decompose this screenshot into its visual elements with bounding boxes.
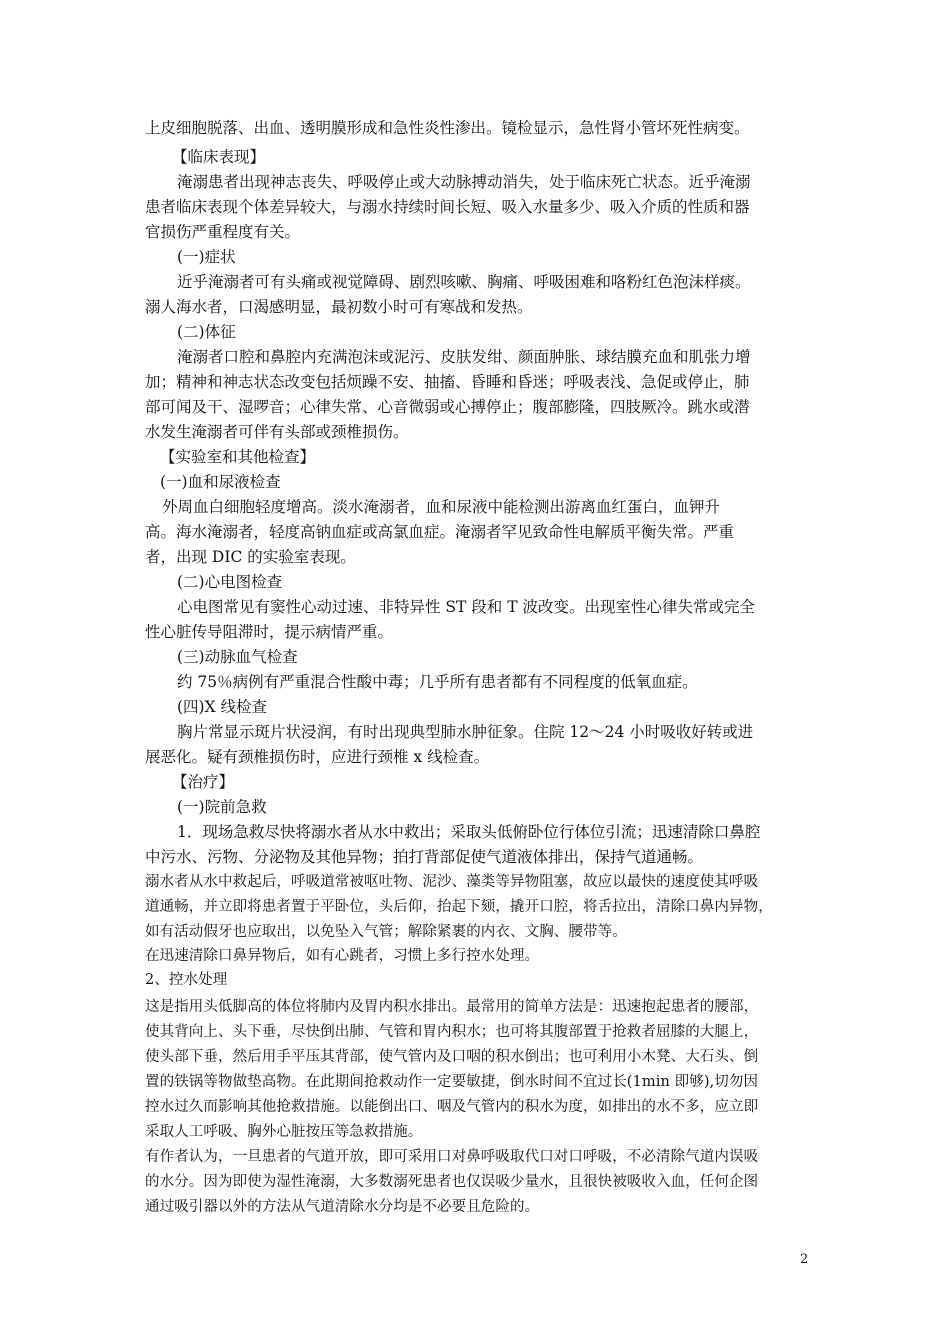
text-line: 使其背向上、头下垂，尽快倒出肺、气管和胃内积水；也可将其腹部置于抢救者屈膝的大腿上， <box>145 1024 759 1040</box>
text-line: 控水过久而影响其他抢救措施。以能倒出口、咽及气管内的积水为度，如排出的水不多，应立即 <box>145 1099 759 1115</box>
text-line: 水发生淹溺者可伴有头部或颈椎损伤。 <box>145 423 409 441</box>
page-number: 2 <box>800 1252 809 1267</box>
subsection-heading: (二)体征 <box>177 323 236 341</box>
section-heading: 【实验室和其他检查】 <box>160 448 316 466</box>
text-line: 心电图常见有窦性心动过速、非特异性 ST 段和 T 波改变。出现室性心律失常或完全 <box>177 598 756 616</box>
text-line: 约 75％病例有严重混合性酸中毒；几乎所有患者都有不同程度的低氧血症。 <box>177 673 698 691</box>
text-line: 使头部下垂，然后用手平压其背部，使气管内及口咽的积水倒出；也可利用小木凳、大石头、倒 <box>145 1049 759 1065</box>
text-line: 在迅速清除口鼻异物后，如有心跳者，习惯上多行控水处理。 <box>145 948 540 964</box>
text-line: 加；精神和神志状态改变包括烦躁不安、抽搐、昏睡和昏迷；呼吸表浅、急促或停止，肺 <box>145 373 750 391</box>
text-line: 如有活动假牙也应取出，以免坠入气管；解除紧裹的内衣、文胸、腰带等。 <box>145 924 627 940</box>
text-line: 淹溺患者出现神志丧失、呼吸停止或大动脉搏动消失，处于临床死亡状态。近乎淹溺 <box>177 173 751 191</box>
text-line: 淹溺者口腔和鼻腔内充满泡沫或泥污、皮肤发绀、颜面肿胀、球结膜充血和肌张力增 <box>177 348 751 366</box>
text-line: 者，出现 DIC 的实验室表现。 <box>145 548 356 566</box>
text-line: 性心脏传导阻滞时，提示病情严重。 <box>145 623 394 641</box>
text-line: 部可闻及干、湿啰音；心律失常、心音微弱或心搏停止；腹部膨隆，四肢厥冷。跳水或潜 <box>145 398 750 416</box>
text-line: 官损伤严重程度有关。 <box>145 223 301 241</box>
text-line: 中污水、污物、分泌物及其他异物；拍打背部促使气道液体排出，保持气道通畅。 <box>145 848 704 866</box>
subsection-heading: (三)动脉血气检查 <box>177 648 298 666</box>
text-line: 采取人工呼吸、胸外心脏按压等急救措施。 <box>145 1124 423 1140</box>
text-line: 道通畅，并立即将患者置于平卧位，头后仰，抬起下颏，撬开口腔，将舌拉出，清除口鼻内异物， <box>145 899 773 915</box>
text-line: 外周血白细胞轻度增高。淡水淹溺者，血和尿液中能检测出游离血红蛋白，血钾升 <box>162 498 721 516</box>
subsection-heading: (四)X 线检查 <box>177 698 268 716</box>
subsection-heading: 2、控水处理 <box>145 972 228 988</box>
text-line: 有作者认为，一旦患者的气道开放，即可采用口对鼻呼吸取代口对口呼吸，不必清除气道内误吸 <box>145 1149 759 1165</box>
text-line: 近乎淹溺者可有头痛或视觉障碍、剧烈咳嗽、胸痛、呼吸困难和咯粉红色泡沫样痰。 <box>177 273 751 291</box>
section-heading: 【临床表现】 <box>172 148 266 166</box>
text-line: 患者临床表现个体差异较大，与溺水持续时间长短、吸入水量多少、吸入介质的性质和器 <box>145 198 750 216</box>
section-heading: 【治疗】 <box>172 773 235 791</box>
text-line: 置的铁锅等物做垫高物。在此期间抢救动作一定要敏捷，倒水时间不宜过长(1min 即够),切勿因 <box>145 1074 759 1090</box>
text-line: 通过吸引器以外的方法从气道清除水分均是不必要且危险的。 <box>145 1199 540 1215</box>
subsection-heading: (一)症状 <box>177 248 236 266</box>
text-line: 高。海水淹溺者，轻度高钠血症或高氯血症。淹溺者罕见致命性电解质平衡失常。严重 <box>145 523 735 541</box>
subsection-heading: (一)院前急救 <box>177 798 267 816</box>
text-line: 1．现场急救尽快将溺水者从水中救出；采取头低俯卧位行体位引流；迅速清除口鼻腔 <box>177 823 761 841</box>
text-line: 展恶化。疑有颈椎损伤时，应进行颈椎 x 线检查。 <box>145 748 490 766</box>
text-line: 的水分。因为即使为湿性淹溺，大多数溺死患者也仅误吸少量水，且很快被吸收入血，任何企图 <box>145 1174 759 1190</box>
subsection-heading: (二)心电图检查 <box>177 573 283 591</box>
subsection-heading: (一)血和尿液检查 <box>160 473 281 491</box>
text-line: 这是指用头低脚高的体位将肺内及胃内积水排出。最常用的简单方法是：迅速抱起患者的腰部， <box>145 999 759 1015</box>
text-line: 溺人海水者，口渴感明显，最初数小时可有寒战和发热。 <box>145 298 533 316</box>
text-line: 溺水者从水中救起后，呼吸道常被呕吐物、泥沙、藻类等异物阻塞，故应以最快的速度使其呼吸 <box>145 874 759 890</box>
text-line: 胸片常显示斑片状浸润，有时出现典型肺水肿征象。住院 12～24 小时吸收好转或进 <box>177 723 754 741</box>
text-line: 上皮细胞脱落、出血、透明膜形成和急性炎性渗出。镜检显示，急性肾小管坏死性病变。 <box>145 119 750 137</box>
